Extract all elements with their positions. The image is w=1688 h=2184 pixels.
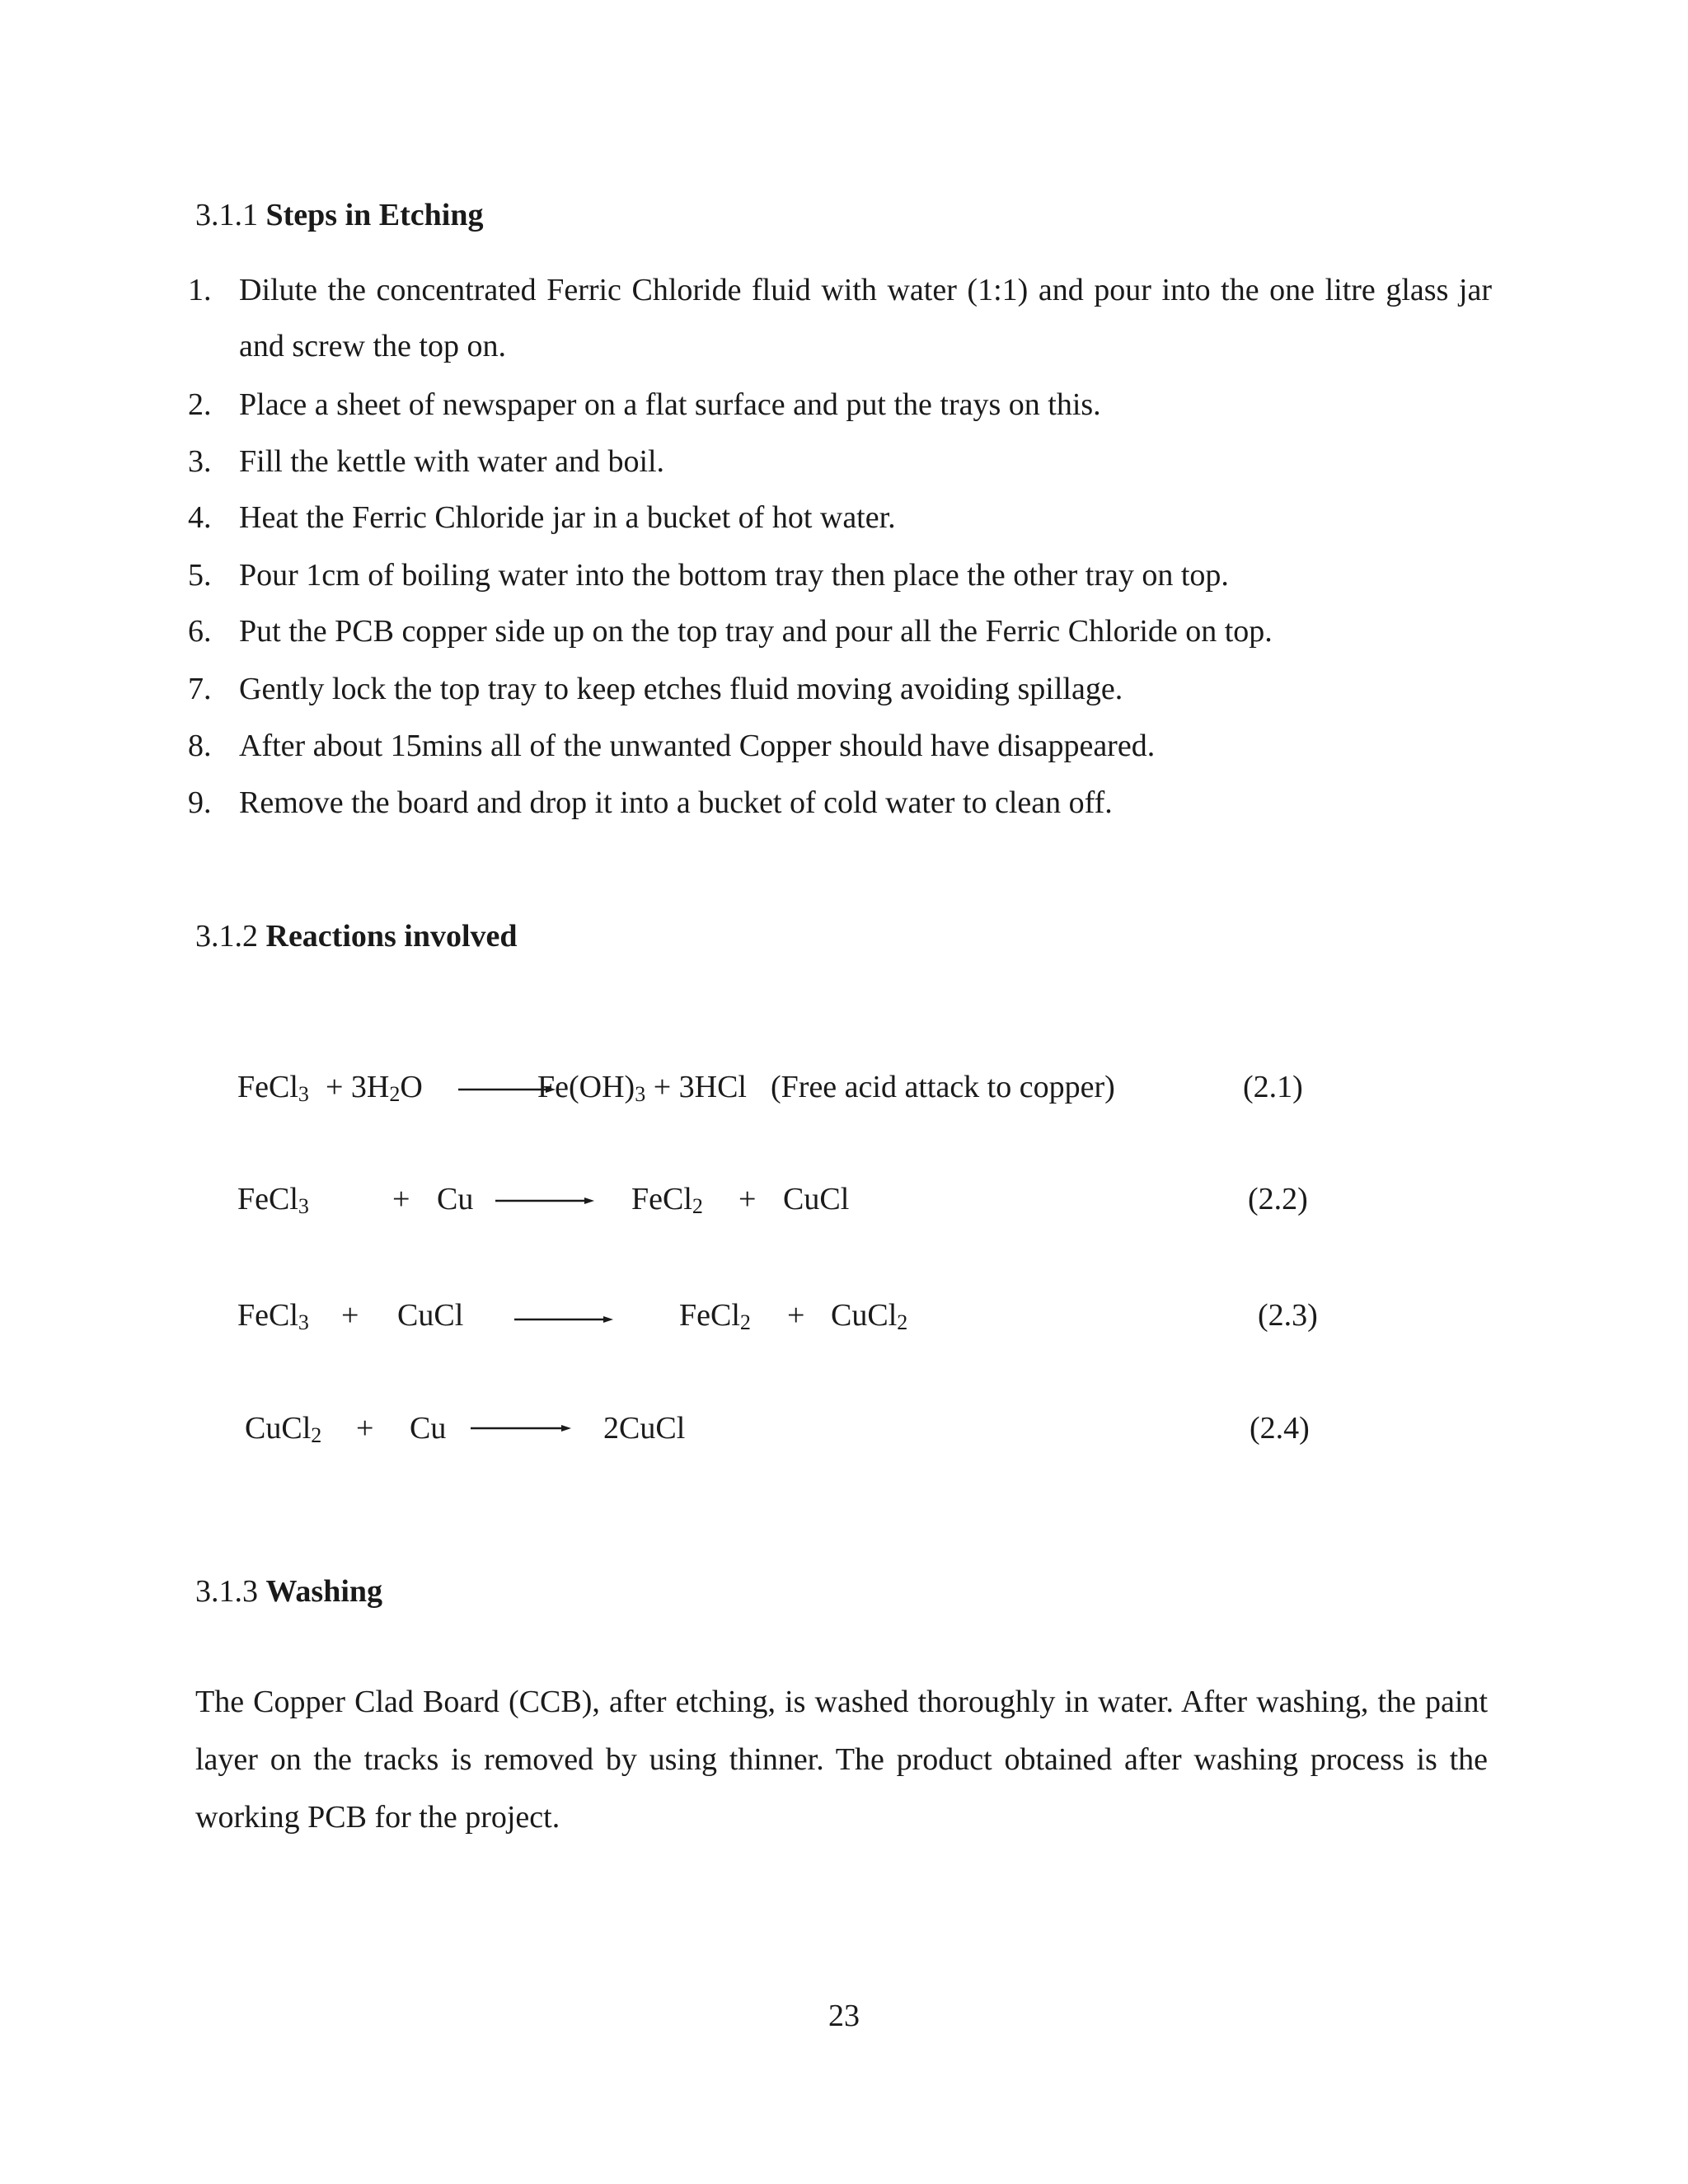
equation-label: (2.3) — [1258, 1298, 1318, 1333]
section-number: 3.1.2 — [195, 919, 258, 954]
eq1-product: $Fe(OH)_3 + 3HCl$ — [537, 1070, 747, 1106]
eq2-reactant1: FeCl$_3$ — [237, 1182, 309, 1218]
list-item-text: Fill the kettle with water and boil. — [239, 444, 665, 479]
section-number: 3.1.3 — [195, 1574, 258, 1609]
list-item-text: Put the PCB copper side up on the top tray and pour all the Ferric Chloride on top. — [239, 614, 1273, 649]
equation-label: (2.2) — [1248, 1182, 1308, 1216]
eq3-reactant2: CuCl — [397, 1298, 464, 1333]
list-item-text: After about 15mins all of the unwanted Copper should have disappeared. — [239, 729, 1156, 763]
list-item-number: 7. — [188, 672, 212, 706]
eq2-plus: + — [392, 1182, 410, 1216]
eq3-plus: + — [341, 1298, 359, 1333]
list-item-number: 6. — [188, 614, 212, 649]
washing-paragraph: The Copper Clad Board (CCB), after etching, is washed thoroughly in water. After washing, the paint layer on the tracks is removed by using thinner. The product obtained after washing process is the working PCB for the project. — [195, 1685, 1488, 1835]
eq2-product1: FeCl$_2$ — [631, 1182, 703, 1218]
eq1-note: (Free acid attack to copper) — [771, 1070, 1115, 1104]
equation-label: (2.1) — [1243, 1070, 1303, 1104]
list-item-text: Pour 1cm of boiling water into the bottom tray then place the other tray on top. — [239, 558, 1229, 593]
eq2-product2: CuCl — [783, 1182, 850, 1216]
section-heading-3-1-2 — [195, 917, 518, 955]
eq4-product: 2CuCl — [603, 1411, 686, 1446]
section-title: Washing — [265, 1574, 383, 1609]
eq3-plus: + — [787, 1298, 805, 1333]
eq1-reactant2: + $3H_2O$ — [326, 1070, 423, 1106]
eq4-reactant1: CuCl$_2$ — [245, 1411, 322, 1447]
eq4-plus: + — [356, 1411, 374, 1446]
eq2-plus: + — [738, 1182, 757, 1216]
reaction-arrow-icon — [514, 1316, 613, 1319]
list-item-text: Remove the board and drop it into a bucket of cold water to clean off. — [239, 785, 1113, 820]
list-item-number: 3. — [188, 444, 212, 479]
list-item-text: Place a sheet of newspaper on a flat surface and put the trays on this. — [239, 387, 1101, 422]
reaction-arrow-icon — [495, 1197, 594, 1201]
list-item-text: Heat the Ferric Chloride jar in a bucket of hot water. — [239, 500, 896, 535]
list-item-number: 2. — [188, 387, 212, 422]
eq1-reactant1: FeCl$_3$ — [237, 1070, 309, 1106]
list-item-number: 5. — [188, 558, 212, 593]
list-item-number: 9. — [188, 785, 212, 820]
eq3-reactant1: FeCl$_3$ — [237, 1298, 309, 1334]
list-item-number: 4. — [188, 500, 212, 535]
eq4-reactant2: Cu — [410, 1411, 447, 1446]
list-item-number: 1. — [188, 273, 212, 307]
section-heading-3-1-3 — [195, 1572, 382, 1610]
section-heading-3-1-1 — [195, 196, 483, 234]
section-number: 3.1.1 — [195, 198, 258, 232]
eq3-product2: CuCl$_2$ — [831, 1298, 908, 1334]
list-item-text: Dilute the concentrated Ferric Chloride fluid with water (1:1) and pour into the one litre glass jar and screw the top on. — [239, 273, 1492, 363]
reaction-arrow-icon — [471, 1425, 571, 1428]
page-number: 23 — [828, 1999, 860, 2033]
section-title: Reactions involved — [265, 919, 518, 954]
list-item-text: Gently lock the top tray to keep etches fluid moving avoiding spillage. — [239, 672, 1123, 706]
eq2-reactant2: Cu — [437, 1182, 474, 1216]
section-title: Steps in Etching — [265, 198, 484, 232]
list-item-number: 8. — [188, 729, 212, 763]
eq3-product1: FeCl$_2$ — [679, 1298, 751, 1334]
equation-label: (2.4) — [1250, 1411, 1310, 1446]
